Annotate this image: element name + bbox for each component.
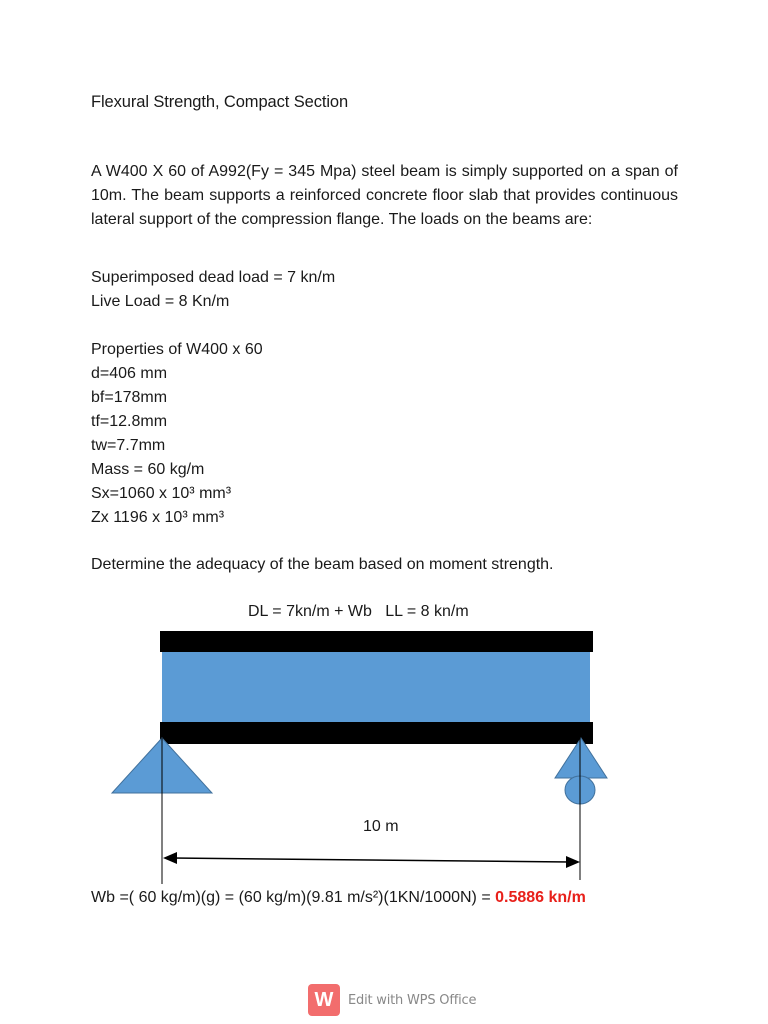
right-arrowhead-icon [566, 856, 580, 868]
wps-logo-icon: W [308, 984, 340, 1016]
property-item: tw=7.7mm [91, 437, 166, 454]
bottom-flange [160, 722, 593, 744]
left-arrowhead-icon [163, 852, 177, 864]
property-item: tf=12.8mm [91, 413, 168, 430]
self-weight-formula: Wb =( 60 kg/m)(g) = (60 kg/m)(9.81 m/s²)(1KN/1000N) = [91, 889, 496, 906]
property-item: bf=178mm [91, 389, 168, 406]
property-item: Sx=1060 x 10³ mm³ [91, 485, 232, 502]
load-label: DL = 7kn/m + Wb LL = 8 kn/m [248, 603, 469, 620]
property-item: d=406 mm [91, 365, 168, 382]
task-text: Determine the adequacy of the beam based on moment strength. [91, 556, 554, 573]
self-weight-result: 0.5886 kn/m [495, 889, 586, 906]
dead-load-text: Superimposed dead load = 7 kn/m [91, 269, 336, 286]
self-weight-line [91, 886, 586, 910]
property-item: Mass = 60 kg/m [91, 461, 205, 478]
problem-statement: A W400 X 60 of A992(Fy = 345 Mpa) steel beam is simply supported on a span of 10m. The beam supports a reinforced concrete floor slab that provides continuous lateral support of the compression flange. The loads on the beams are: [91, 163, 678, 228]
span-label: 10 m [363, 818, 399, 835]
top-flange [160, 631, 593, 652]
property-item: Zx 1196 x 10³ mm³ [91, 509, 225, 526]
dimension-line [172, 858, 570, 862]
properties-heading: Properties of W400 x 60 [91, 341, 263, 358]
document-title: Flexural Strength, Compact Section [91, 93, 349, 111]
wps-edit-label: Edit with WPS Office [348, 992, 477, 1008]
live-load-text: Live Load = 8 Kn/m [91, 293, 230, 310]
beam-web [162, 650, 590, 724]
wps-edit-banner[interactable] [308, 984, 476, 1016]
